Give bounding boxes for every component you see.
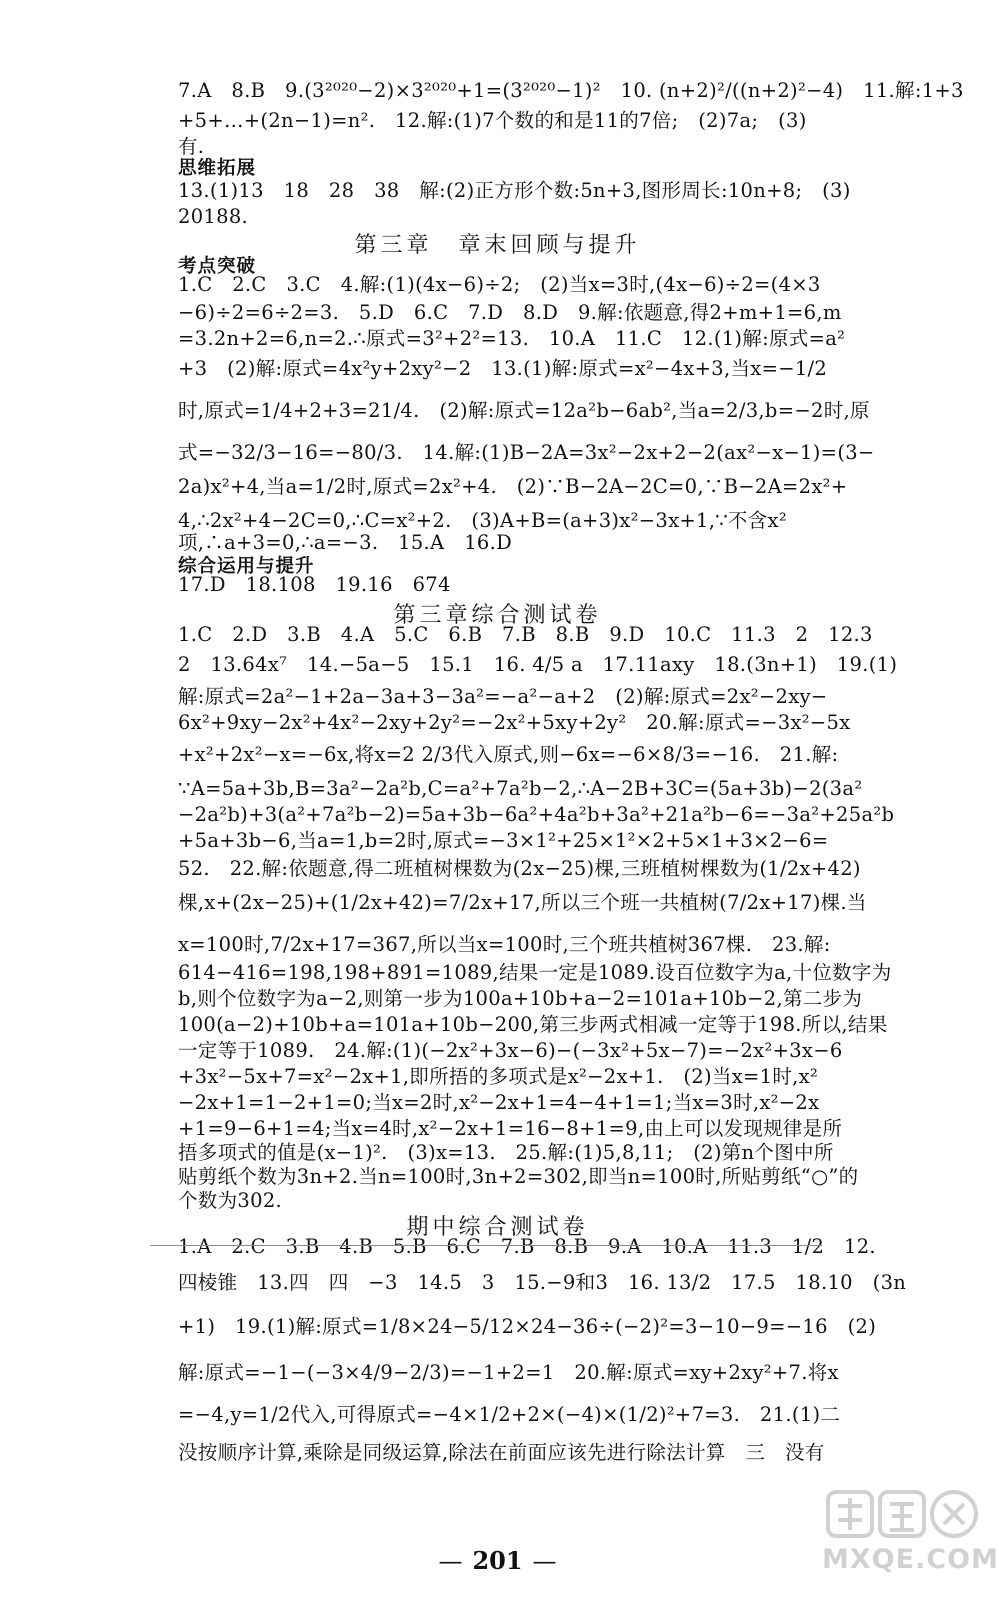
section-heading-kaodian: 考点突破 xyxy=(178,256,257,277)
answer-line: +x²+2x²−x=−6x,将x=2 2/3代入原式,则−6x=−6×8/3=−16. 21.解: xyxy=(178,743,839,766)
answer-line: ∵A=5a+3b,B=3a²−2a²b,C=a²+7a²b−2,∴A−2B+3C=(5a+3b)−2(3a² xyxy=(178,777,863,800)
answer-line: 个数为302. xyxy=(178,1189,283,1212)
answer-line: +5a+3b−6,当a=1,b=2时,原式=−3×1²+25×1²×2+5×1+3×2−6= xyxy=(178,829,829,852)
answer-line: −6)÷2=6÷2=3. 5.D 6.C 7.D 8.D 9.解:依题意,得2+m+1=6,m xyxy=(178,301,842,324)
answer-line: −2a²b)+3(a²+7a²b−2)=5a+3b−6a²+4a²b+3a²+21a²b−6=−3a²+25a²b xyxy=(178,803,895,826)
answer-line: 2a)x²+4,当a=1/2时,原式=2x²+4. (2)∵B−2A−2C=0,∵B−2A=2x²+ xyxy=(178,475,848,498)
answer-line: b,则个位数字为a−2,则第一步为100a+10b+a−2=101a+10b−2,第二步为 xyxy=(178,987,863,1010)
page-number-text: 201 xyxy=(472,1546,523,1575)
answer-line: 有. xyxy=(178,135,205,158)
answer-line: 1.C 2.C 3.C 4.解:(1)(4x−6)÷2; (2)当x=3时,(4x−6)÷2=(4×3 xyxy=(178,273,821,296)
answer-logo-icon xyxy=(822,1486,982,1546)
dash-left: — xyxy=(438,1547,463,1575)
answer-line: 棵,x+(2x−25)+(1/2x+42)=7/2x+17,所以三个班一共植树(7/2x+17)棵.当 xyxy=(178,891,867,914)
answer-line: +1) 19.(1)解:原式=1/8×24−5/12×24−36÷(−2)²=3−10−9=−16 (2) xyxy=(178,1315,877,1338)
answer-line: 贴剪纸个数为3n+2.当n=100时,3n+2=302,即当n=100时,所贴剪纸“○”的 xyxy=(178,1165,859,1188)
answer-line: 4,∴2x²+4−2C=0,∴C=x²+2. (3)A+B=(a+3)x²−3x+1,∵不含x² xyxy=(178,509,787,532)
answer-line: 100(a−2)+10b+a=101a+10b−200,第三步两式相减一定等于198.所以,结果 xyxy=(178,1013,888,1036)
answer-line: 一定等于1089. 24.解:(1)(−2x²+3x−6)−(−3x²+5x−7)=−2x²+3x−6 xyxy=(178,1039,843,1062)
answer-line: 6x²+9xy−2x²+4x²−2xy+2y²=−2x²+5xy+2y² 20.解:原式=−3x²−5x xyxy=(178,711,851,734)
answer-line: 17.D 18.108 19.16 674 xyxy=(178,573,451,596)
watermark-logo xyxy=(822,1486,999,1594)
dash-right: — xyxy=(532,1547,557,1575)
chapter-test-title: 第三章综合测试卷 xyxy=(393,603,602,628)
answer-line: 式=−32/3−16=−80/3. 14.解:(1)B−2A=3x²−2x+2−2(ax²−x−1)=(3− xyxy=(178,441,875,464)
answer-line: −2x+1=1−2+1=0;当x=2时,x²−2x+1=4−4+1=1;当x=3时,x²−2x xyxy=(178,1091,820,1114)
answer-line: 7.A 8.B 9.(3²⁰²⁰−2)×3²⁰²⁰+1=(3²⁰²⁰−1)² 10. (n+2)²/((n+2)²−4) 11.解:1+3 xyxy=(178,79,964,102)
answer-line: =3.2n+2=6,n=2.∴原式=3²+2²=13. 10.A 11.C 12.(1)解:原式=a² xyxy=(178,327,846,350)
divider-line xyxy=(150,1245,822,1246)
section-heading-zonghe: 综合运用与提升 xyxy=(178,556,315,577)
answer-line: 解:原式=−1−(−3×4/9−2/3)=−1+2=1 20.解:原式=xy+2xy²+7.将x xyxy=(178,1361,839,1384)
answer-line: 52. 22.解:依题意,得二班植树棵数为(2x−25)棵,三班植树棵数为(1/2x+42) xyxy=(178,857,861,880)
answer-line: 2 13.64x⁷ 14.−5a−5 15.1 16. 4/5 a 17.11axy 18.(3n+1) 19.(1) xyxy=(178,653,898,676)
chapter-title: 第三章 章末回顾与提升 xyxy=(354,233,641,258)
answer-line: 614−416=198,198+891=1089,结果一定是1089.设百位数字为a,十位数字为 xyxy=(178,961,892,984)
answer-line: +1=9−6+1=4;当x=4时,x²−2x+1=16−8+1=9,由上可以发现规律是所 xyxy=(178,1117,843,1140)
answer-line: 20188. xyxy=(178,205,249,228)
midterm-test-title: 期中综合测试卷 xyxy=(406,1215,589,1240)
answer-line: 捂多项式的值是(x−1)². (3)x=13. 25.解:(1)5,8,11; (2)第n个图中所 xyxy=(178,1141,834,1164)
answer-line: 1.C 2.D 3.B 4.A 5.C 6.B 7.B 8.B 9.D 10.C 11.3 2 12.3 xyxy=(178,623,873,646)
answer-line: 1.A 2.C 3.B 4.B 5.B 6.C 7.B 8.B 9.A 10.A 11.3 1/2 12. xyxy=(178,1235,876,1258)
answer-line: +3 (2)解:原式=4x²y+2xy²−2 13.(1)解:原式=x²−4x+3,当x=−1/2 xyxy=(178,357,828,380)
answer-line: 项,∴a+3=0,∴a=−3. 15.A 16.D xyxy=(178,531,513,554)
answer-line: +3x²−5x+7=x²−2x+1,即所捂的多项式是x²−2x+1. (2)当x=1时,x² xyxy=(178,1065,819,1088)
answer-line: 没按顺序计算,乘除是同级运算,除法在前面应该先进行除法计算 三 没有 xyxy=(178,1441,825,1464)
answer-line: =−4,y=1/2代入,可得原式=−4×1/2+2×(−4)×(1/2)²+7=3. 21.(1)二 xyxy=(178,1403,841,1426)
answer-line: 解:原式=2a²−1+2a−3a+3−3a²=−a²−a+2 (2)解:原式=2x²−2xy− xyxy=(178,685,828,708)
answer-line: +5+…+(2n−1)=n². 12.解:(1)7个数的和是11的7倍; (2)7a; (3) xyxy=(178,109,807,132)
answer-line: 四棱锥 13.四 四 −3 14.5 3 15.−9和3 16. 13/2 17.5 18.10 (3n xyxy=(178,1271,907,1294)
answer-line: 时,原式=1/4+2+3=21/4. (2)解:原式=12a²b−6ab²,当a=2/3,b=−2时,原 xyxy=(178,399,870,422)
answer-line: 13.(1)13 18 28 38 解:(2)正方形个数:5n+3,图形周长:10n+8; (3) xyxy=(178,179,851,202)
section-heading-siwei: 思维拓展 xyxy=(178,158,257,179)
answer-line: x=100时,7/2x+17=367,所以当x=100时,三个班共植树367棵. 23.解: xyxy=(178,933,831,956)
watermark-text: MXQE.COM xyxy=(822,1544,999,1575)
